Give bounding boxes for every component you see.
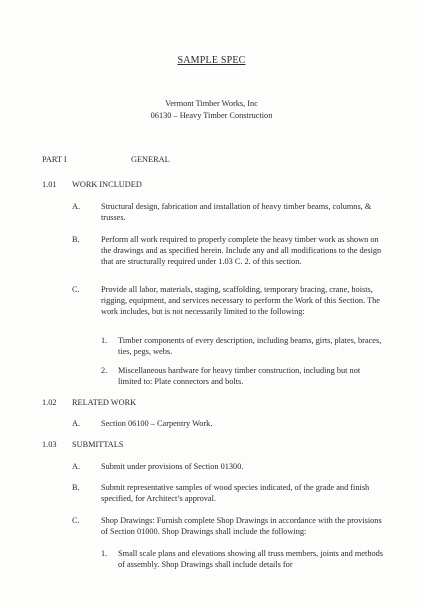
- spec-section-subtitle: 06130 – Heavy Timber Construction: [150, 111, 273, 120]
- section-number: 1.01: [42, 180, 57, 189]
- item-text: Submit representative samples of wood species indicated, of the grade and finish specified, for Architect’s approval.: [101, 483, 370, 503]
- subitem-text: Miscellaneous hardware for heavy timber construction, including but not limited to: Plate connectors and bolts.: [118, 366, 361, 386]
- item-text: Structural design, fabrication and installation of heavy timber beams, columns, & trusses.: [101, 202, 372, 222]
- subitem-number: 1.: [101, 336, 108, 345]
- item-letter: A.: [72, 462, 81, 471]
- item-letter: A.: [72, 419, 81, 428]
- item-text: Section 06100 – Carpentry Work.: [101, 419, 213, 428]
- company-name: Vermont Timber Works, Inc: [165, 99, 258, 108]
- document-title: SAMPLE SPEC: [177, 55, 246, 66]
- subitem-number: 1.: [101, 549, 108, 558]
- part-number: PART I: [42, 155, 67, 164]
- item-text: Shop Drawings: Furnish complete Shop Drawings in accordance with the provisions of Section 01000. Shop Drawings shall include the following:: [101, 516, 382, 536]
- section-heading: WORK INCLUDED: [72, 180, 142, 189]
- item-letter: C.: [72, 285, 80, 294]
- subitem-text: Timber components of every description, including beams, girts, plates, braces, ties, pegs, webs.: [118, 336, 382, 356]
- item-text: Provide all labor, materials, staging, scaffolding, temporary bracing, crane, hoists, rigging, equipment, and services necessary to perform the Work of this Section. The work includes, but is not necessarily limited to the following:: [101, 285, 380, 316]
- section-heading: RELATED WORK: [72, 398, 137, 407]
- section-heading: SUBMITTALS: [72, 440, 124, 449]
- item-text: Submit under provisions of Section 01300.: [101, 462, 244, 471]
- item-letter: B.: [72, 235, 80, 244]
- subitem-text: Small scale plans and elevations showing all truss members, joints and methods of assembly. Shop Drawings shall include details for: [118, 549, 383, 569]
- item-text: Perform all work required to properly complete the heavy timber work as shown on the drawings and as specified herein. Include any and all modifications to the design that are structurally required under 1.03 C. 2. of this section.: [101, 235, 382, 266]
- item-letter: C.: [72, 516, 80, 525]
- subitem-number: 2.: [101, 366, 108, 375]
- section-number: 1.02: [42, 398, 57, 407]
- item-letter: B.: [72, 483, 80, 492]
- part-name: GENERAL: [131, 155, 170, 164]
- item-letter: A.: [72, 202, 81, 211]
- section-number: 1.03: [42, 440, 57, 449]
